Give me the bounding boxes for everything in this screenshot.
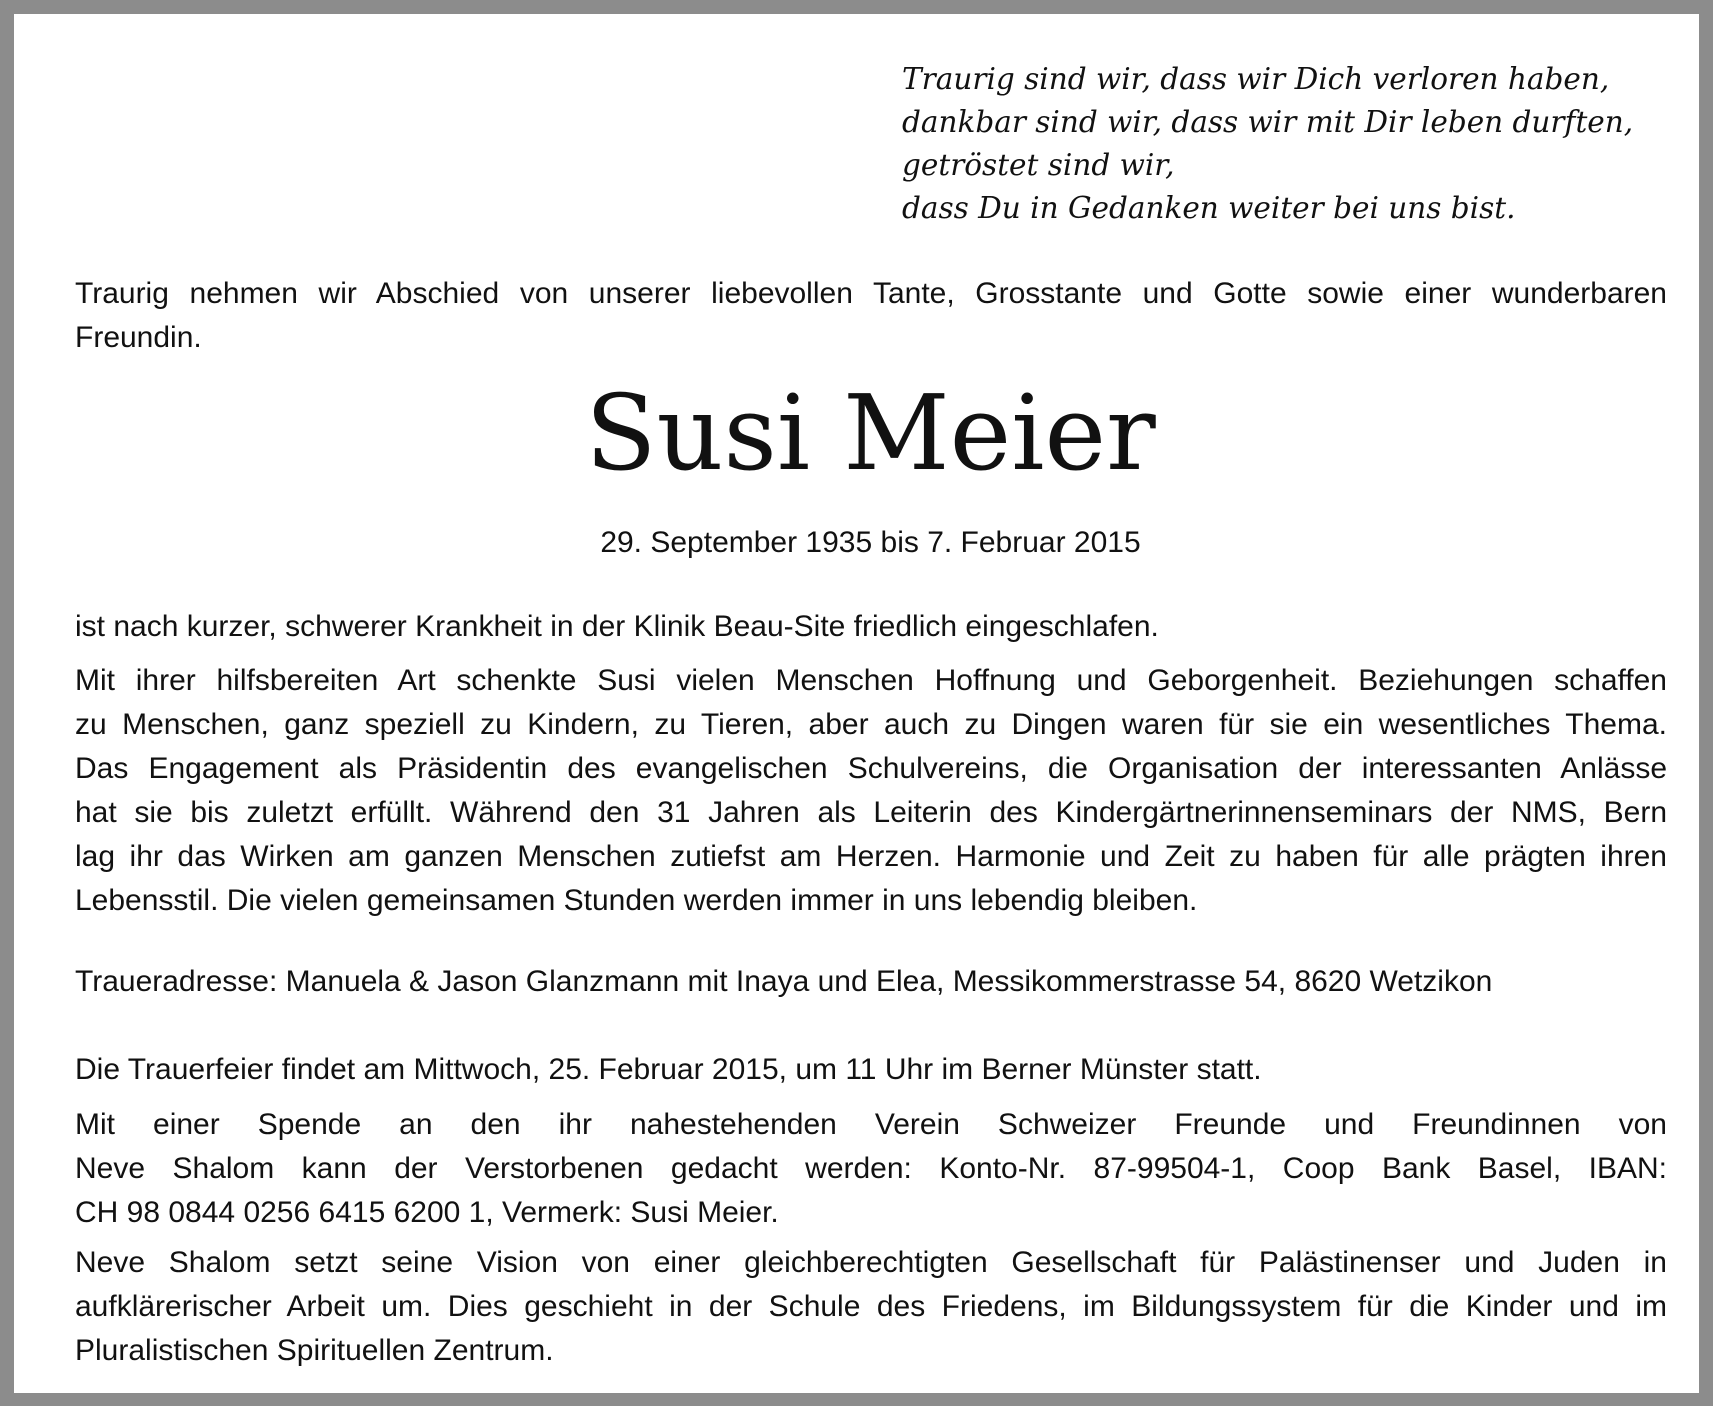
intro-line: Traurig nehmen wir Abschied von unserer liebevollen Tante, Grosstante und Gotte sowie einer wunderbaren <box>75 277 1667 310</box>
neve-shalom-paragraph <box>75 1241 1667 1373</box>
tribute-line: Das Engagement als Präsidentin des evangelischen Schulvereins, die Organisation der interessanten Anlässe <box>75 752 1667 785</box>
tribute-line: lag ihr das Wirken am ganzen Menschen zutiefst am Herzen. Harmonie und Zeit zu haben für alle prägten ihren <box>75 840 1667 873</box>
verse-line: dass Du in Gedanken weiter bei uns bist. <box>902 191 1516 225</box>
verse-line: getröstet sind wir, <box>902 148 1175 182</box>
tribute-line: zu Menschen, ganz speziell zu Kindern, zu Tieren, aber auch zu Dingen waren für sie ein wesentliches Thema. <box>75 708 1667 741</box>
life-dates: 29. September 1935 bis 7. Februar 2015 <box>600 526 1141 559</box>
neve-shalom-line: Pluralistischen Spirituellen Zentrum. <box>75 1334 554 1367</box>
ceremony-line: Die Trauerfeier findet am Mittwoch, 25. Februar 2015, um 11 Uhr im Berner Münster statt. <box>75 1053 1262 1086</box>
tribute-paragraph <box>75 659 1667 923</box>
memorial-verse <box>902 58 1642 230</box>
passing-statement <box>75 605 1667 649</box>
address-line: Traueradresse: Manuela & Jason Glanzmann mit Inaya und Elea, Messikommerstrasse 54, 8620 Wetzikon <box>75 965 1493 998</box>
verse-line: Traurig sind wir, dass wir Dich verloren haben, <box>902 62 1610 96</box>
tribute-line: Mit ihrer hilfsbereiten Art schenkte Susi vielen Menschen Hoffnung und Geborgenheit. Beziehungen schaffen <box>75 664 1667 697</box>
neve-shalom-line: Neve Shalom setzt seine Vision von einer gleichberechtigten Gesellschaft für Palästinenser und Juden in <box>75 1246 1667 1279</box>
intro-line: Freundin. <box>75 321 202 354</box>
intro-paragraph <box>75 272 1667 360</box>
donation-line: Mit einer Spende an den ihr nahestehenden Verein Schweizer Freunde und Freundinnen von <box>75 1108 1667 1141</box>
donation-line: CH 98 0844 0256 6415 6200 1, Vermerk: Susi Meier. <box>75 1196 779 1229</box>
tribute-line: Lebensstil. Die vielen gemeinsamen Stunden werden immer in uns lebendig bleiben. <box>75 884 1198 917</box>
verse-line: dankbar sind wir, dass wir mit Dir leben durften, <box>902 105 1634 139</box>
passing-line: ist nach kurzer, schwerer Krankheit in der Klinik Beau-Site friedlich eingeschlafen. <box>75 610 1159 643</box>
donation-line: Neve Shalom kann der Verstorbenen gedacht werden: Konto-Nr. 87-99504-1, Coop Bank Basel, IBAN: <box>75 1152 1667 1185</box>
mourning-address <box>75 960 1667 1004</box>
donation-paragraph <box>75 1103 1667 1235</box>
tribute-line: hat sie bis zuletzt erfüllt. Während den 31 Jahren als Leiterin des Kindergärtnerinnenseminars der NMS, Bern <box>75 796 1667 829</box>
neve-shalom-line: aufklärerischer Arbeit um. Dies geschieht in der Schule des Friedens, im Bildungssystem für die Kinder und im <box>75 1290 1667 1323</box>
deceased-name: Susi Meier <box>585 372 1156 494</box>
funeral-ceremony <box>75 1048 1667 1092</box>
